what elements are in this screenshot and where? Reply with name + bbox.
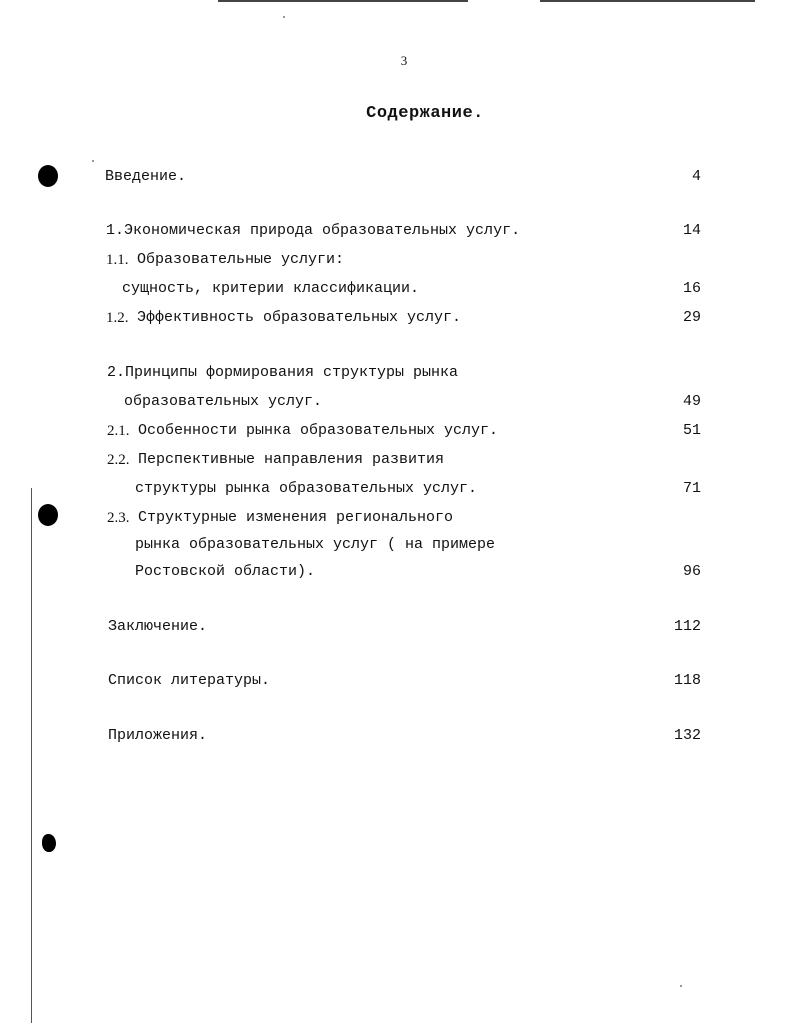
toc-entry: [0, 362, 791, 384]
scan-speck: [680, 985, 682, 987]
toc-entry: [0, 478, 791, 500]
toc-entry-text: Введение.: [105, 168, 187, 185]
toc-entry: [0, 449, 791, 471]
toc-entry: [0, 670, 791, 692]
toc-entry: [0, 166, 791, 188]
toc-entry-page: 96: [682, 563, 701, 580]
toc-entry-text: Приложения.: [108, 727, 208, 744]
toc-entry-text: Ростовской области).: [135, 563, 316, 580]
toc-entry-number: 2.1.: [107, 423, 130, 439]
toc-entry-text: Заключение.: [108, 618, 208, 635]
scan-top-rule: [218, 0, 468, 2]
toc-entry-page: 51: [682, 422, 701, 439]
toc-entry-text: Эффективность образовательных услуг.: [137, 309, 462, 326]
toc-entry-text: рынка образовательных услуг ( на примере: [135, 536, 496, 553]
toc-entry-text: Структурные изменения регионального: [138, 509, 454, 526]
toc-entry-text: образовательных услуг.: [124, 393, 323, 410]
toc-entry-text: 1.Экономическая природа образовательных услуг.: [106, 222, 521, 239]
scan-speck: [92, 160, 94, 162]
toc-entry-page: 71: [682, 480, 701, 497]
toc-entry: [0, 391, 791, 413]
toc-entry: [0, 725, 791, 747]
toc-entry-text: Образовательные услуги:: [137, 251, 345, 268]
toc-title: Содержание.: [366, 104, 484, 123]
toc-entry-page: 49: [682, 393, 701, 410]
page-number: 3: [400, 53, 408, 68]
toc-entry: [0, 420, 791, 442]
scan-speck: [283, 16, 285, 18]
toc-entry-page: 118: [673, 672, 701, 689]
toc-entry-text: структуры рынка образовательных услуг.: [135, 480, 478, 497]
toc-entry-page: 29: [682, 309, 701, 326]
toc-entry: [0, 278, 791, 300]
toc-entry-page: 112: [673, 618, 701, 635]
toc-entry-page: 132: [673, 727, 701, 744]
toc-entry: [0, 561, 791, 583]
toc-entry-text: Перспективные направления развития: [138, 451, 445, 468]
toc-entry-text: сущность, критерии классификации.: [122, 280, 420, 297]
toc-entry-number: 2.2.: [107, 452, 130, 468]
toc-entry: [0, 616, 791, 638]
toc-entry-number: 1.1.: [106, 252, 129, 268]
toc-entry: [0, 507, 791, 529]
toc-entry: [0, 249, 791, 271]
toc-entry: [0, 307, 791, 329]
toc-entry-page: 4: [691, 168, 701, 185]
toc-entry-text: Список литературы.: [108, 672, 271, 689]
toc-entry: [0, 220, 791, 242]
toc-entry-text: Особенности рынка образовательных услуг.: [138, 422, 499, 439]
punch-hole: [42, 834, 56, 852]
scan-top-rule: [540, 0, 755, 2]
toc-entry-number: 1.2.: [106, 310, 129, 326]
toc-entry-number: 2.3.: [107, 510, 130, 526]
toc-entry-page: 16: [682, 280, 701, 297]
toc-entry-page: 14: [682, 222, 701, 239]
toc-entry: [0, 534, 791, 556]
toc-entry-text: 2.Принципы формирования структуры рынка: [107, 364, 459, 381]
